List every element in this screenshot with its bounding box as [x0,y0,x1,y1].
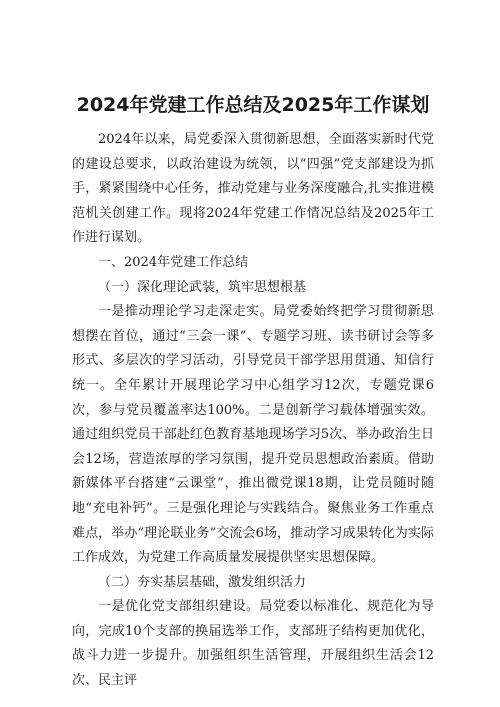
section-heading: 一、2024年党建工作总结 [98,254,249,270]
intro-paragraph: 2024年以来，局党委深入贯彻新思想，全面落实新时代党的建设总要求，以政治建设为统领，以“四强”党支部建设为抓手，紧紧围绕中心任务，推动党建与业务深度融合,扎实推进模范机关创建工作。现将2024年党建工作情况总结及2025年工作进行谋划。 [72,132,434,246]
subsection-heading: （一）深化理论武装，筑牢思想根基 [98,279,307,295]
document-title: 2024年党建工作总结及2025年工作谋划 [76,94,430,116]
body-paragraph: 一是优化党支部组织建设。局党委以标准化、规范化为导向，完成10个支部的换届选举工作，支部班子结构更加优化，战斗力进一步提升。加强组织生活管理，开展组织生活会12次、民主评 [72,599,434,689]
subsection-heading: （二）夯实基层基础，激发组织活力 [98,574,307,590]
body-paragraph: 一是推动理论学习走深走实。局党委始终把学习贯彻新思想摆在首位，通过“三会一课”、专题学习班、读书研讨会等多形式、多层次的学习活动，引导党员干部学思用贯通、知信行统一。全年累计开展理论学习中心组学习12次，专题党课6次，参与党员覆盖率达100%。二是创新学习载体增强实效。通过组织党员干部赴红色教育基地现场学习5次、举办政治生日会12场，营造浓厚的学习氛围，提升党员思想政治素质。借助新媒体平台搭建“云课堂”，推出微党课18期，让党员随时随地“充电补钙”。三是强化理论与实践结合。聚焦业务工作重点难点，举办“理论联业务”交流会6场，推动学习成果转化为实际工作成效，为党建工作高质量发展提供坚实思想保障。 [72,304,434,566]
